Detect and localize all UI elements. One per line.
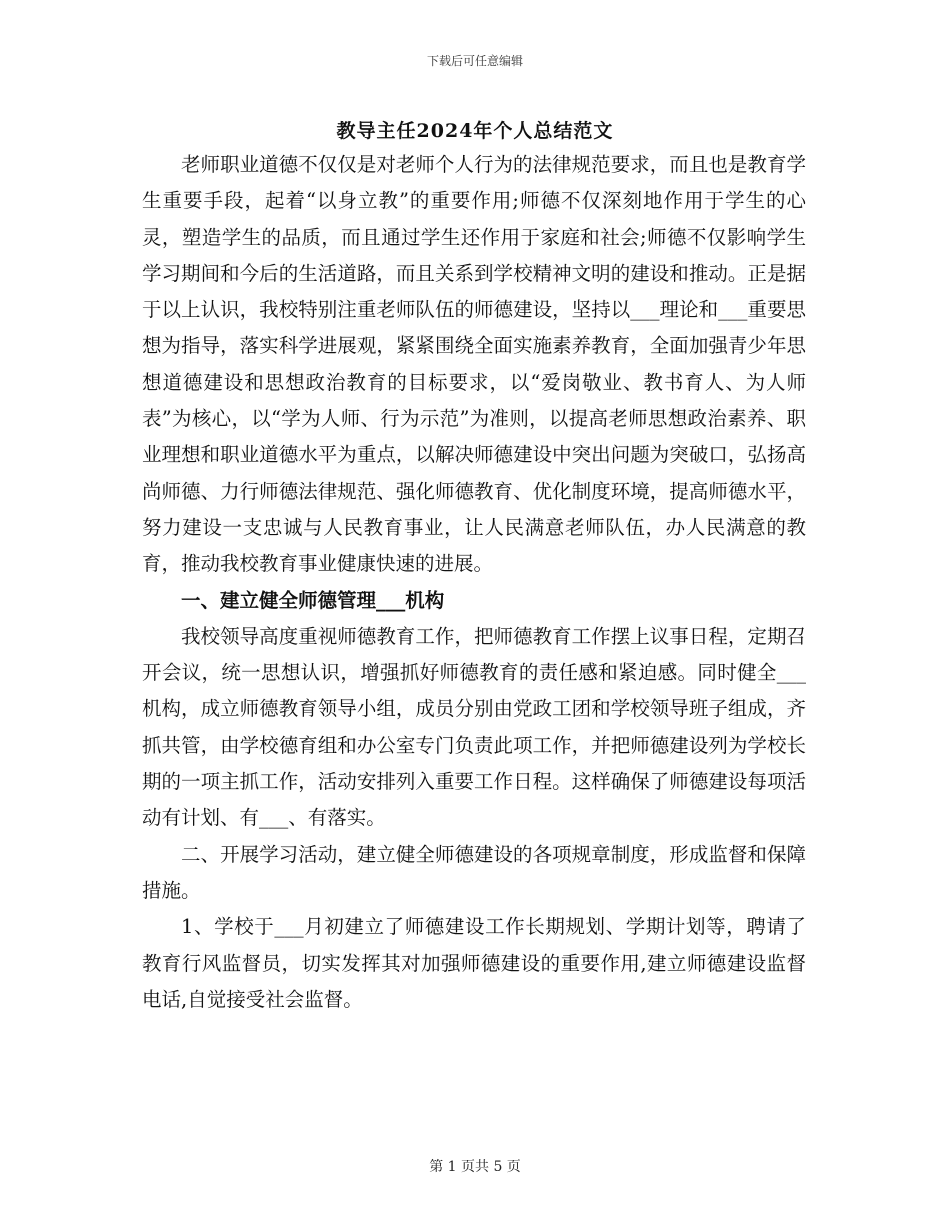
document-body [142, 147, 806, 1018]
paragraph-item-1: 1、学校于___月初建立了师德建设工作长期规划、学期计划等，聘请了教育行风监督员，切实发挥其对加强师德建设的重要作用,建立师德建设监督电话,自觉接受社会监督。 [142, 915, 806, 1011]
header-note: 下载后可任意编辑 [426, 54, 523, 68]
paragraph-section-1: 我校领导高度重视师德教育工作，把师德教育工作摆上议事日程，定期召开会议，统一思想认识，增强抓好师德教育的责任感和紧迫感。同时健全___机构，成立师德教育领导小组，成员分别由党政工团和学校领导班子组成，齐抓共管，由学校德育组和办公室专门负责此项工作，并把师德建设列为学校长期的一项主抓工作，活动安排列入重要工作日程。这样确保了师德建设每项活动有计划、有___、有落实。 [142, 624, 806, 830]
section-heading-1: 一、建立健全师德管理___机构 [181, 588, 445, 612]
page-number-footer: 第 1 页共 5 页 [429, 1159, 521, 1175]
document-title: 教导主任2024年个人总结范文 [336, 120, 614, 142]
paragraph-intro: 老师职业道德不仅仅是对老师个人行为的法律规范要求，而且也是教育学生重要手段，起着“以身立教”的重要作用;师德不仅深刻地作用于学生的心灵，塑造学生的品质，而且通过学生还作用于家庭和社会;师德不仅影响学生学习期间和今后的生活道路，而且关系到学校精神文明的建设和推动。正是据于以上认识，我校特别注重老师队伍的师德建设，坚持以___理论和___重要思想为指导，落实科学进展观，紧紧围绕全面实施素养教育，全面加强青少年思想道德建设和思想政治教育的目标要求，以“爱岗敬业、教书育人、为人师表”为核心，以“学为人师、行为示范”为准则，以提高老师思想政治素养、职业理想和职业道德水平为重点，以解决师德建设中突出问题为突破口，弘扬高尚师德、力行师德法律规范、强化师德教育、优化制度环境，提高师德水平，努力建设一支忠诚与人民教育事业，让人民满意老师队伍，办人民满意的教育，推动我校教育事业健康快速的进展。 [142, 153, 806, 576]
section-heading-2: 二、开展学习活动，建立健全师德建设的各项规章制度，形成监督和保障措施。 [142, 842, 806, 902]
